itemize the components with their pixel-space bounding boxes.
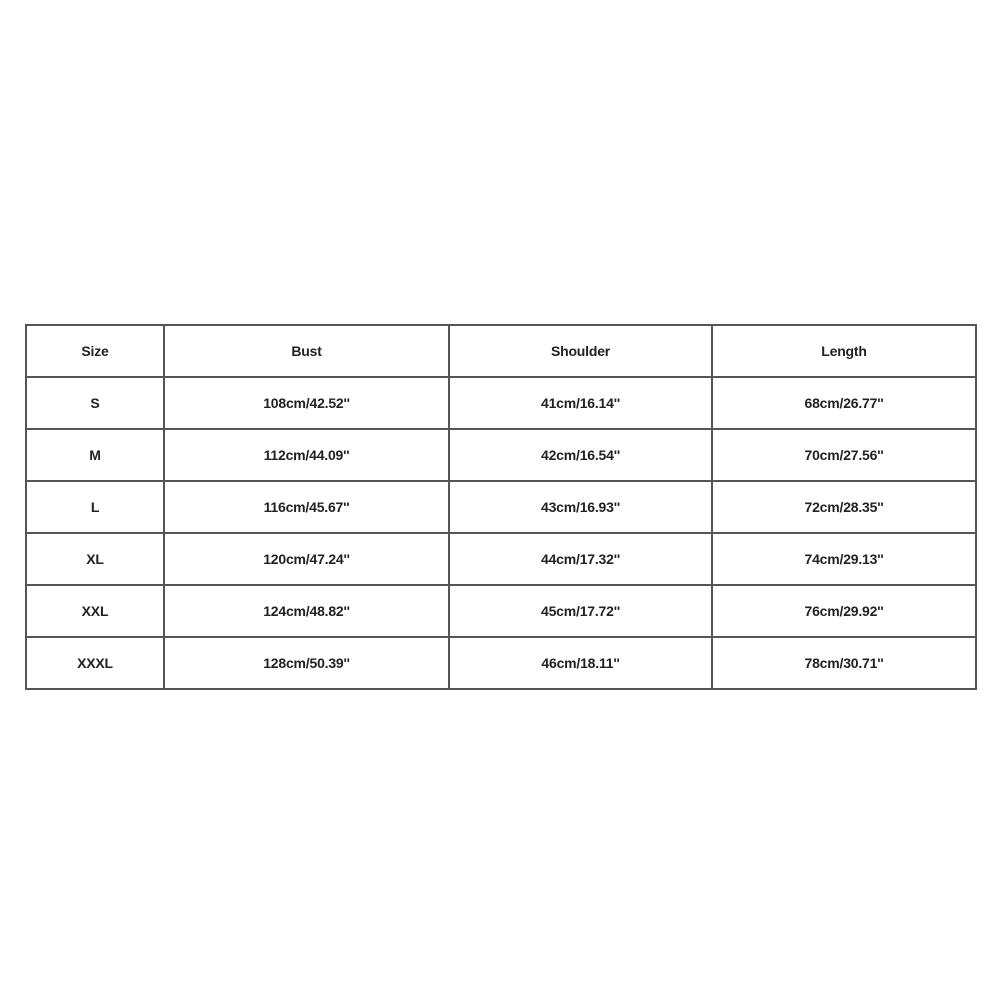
- table-row: [26, 429, 976, 481]
- cell-length: 74cm/29.13'': [712, 533, 976, 585]
- cell-length: 76cm/29.92'': [712, 585, 976, 637]
- cell-bust: 108cm/42.52'': [164, 377, 449, 429]
- header-size: Size: [26, 325, 164, 377]
- cell-size: XL: [26, 533, 164, 585]
- header-bust: Bust: [164, 325, 449, 377]
- cell-length: 70cm/27.56'': [712, 429, 976, 481]
- cell-bust: 116cm/45.67'': [164, 481, 449, 533]
- cell-length: 78cm/30.71'': [712, 637, 976, 689]
- cell-size: S: [26, 377, 164, 429]
- table-header-row: [26, 325, 976, 377]
- cell-bust: 112cm/44.09'': [164, 429, 449, 481]
- cell-shoulder: 45cm/17.72'': [449, 585, 712, 637]
- cell-shoulder: 46cm/18.11'': [449, 637, 712, 689]
- cell-size: L: [26, 481, 164, 533]
- header-length: Length: [712, 325, 976, 377]
- table-row: [26, 481, 976, 533]
- table-row: [26, 637, 976, 689]
- cell-length: 68cm/26.77'': [712, 377, 976, 429]
- cell-shoulder: 43cm/16.93'': [449, 481, 712, 533]
- table-row: [26, 533, 976, 585]
- header-shoulder: Shoulder: [449, 325, 712, 377]
- cell-shoulder: 41cm/16.14'': [449, 377, 712, 429]
- cell-bust: 120cm/47.24'': [164, 533, 449, 585]
- cell-size: XXL: [26, 585, 164, 637]
- table-row: [26, 585, 976, 637]
- cell-shoulder: 42cm/16.54'': [449, 429, 712, 481]
- cell-bust: 124cm/48.82'': [164, 585, 449, 637]
- cell-size: M: [26, 429, 164, 481]
- cell-bust: 128cm/50.39'': [164, 637, 449, 689]
- table-row: [26, 377, 976, 429]
- size-chart-table: [25, 324, 977, 690]
- cell-length: 72cm/28.35'': [712, 481, 976, 533]
- cell-shoulder: 44cm/17.32'': [449, 533, 712, 585]
- cell-size: XXXL: [26, 637, 164, 689]
